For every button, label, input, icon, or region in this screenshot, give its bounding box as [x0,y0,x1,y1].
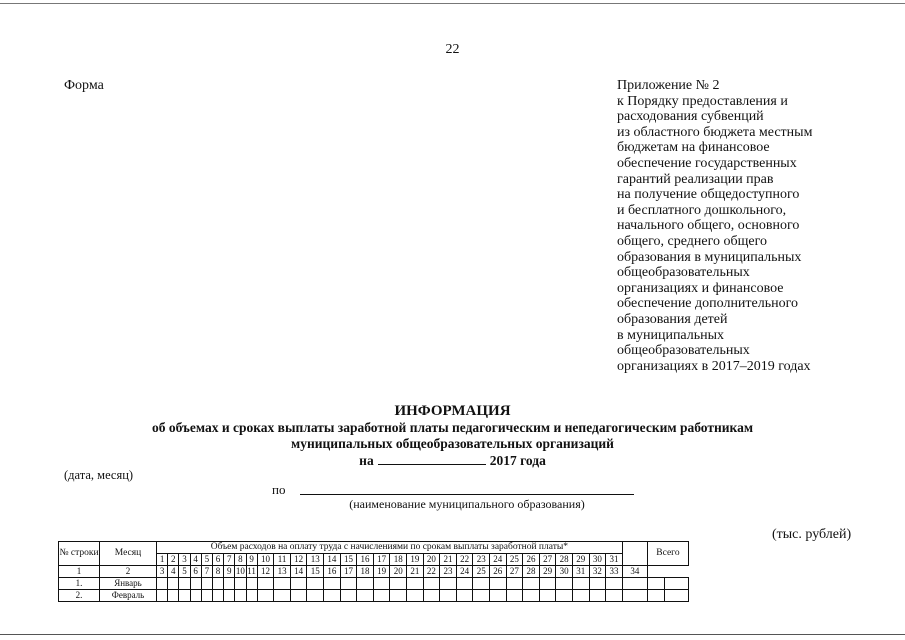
day-number-cell: 19 [407,554,424,566]
appendix-line: и бесплатного дошкольного, [617,202,787,218]
column-index-cell: 7 [201,566,212,578]
col-row-no-header: № строки [59,542,100,566]
day-number-cell: 7 [224,554,235,566]
value-cell[interactable] [506,590,523,602]
day-number-cell: 5 [201,554,212,566]
day-number-cell: 8 [235,554,246,566]
day-number-cell: 29 [572,554,589,566]
value-cell[interactable] [622,590,647,602]
column-index-cell: 34 [622,566,647,578]
value-cell[interactable] [606,590,623,602]
column-index-cell: 26 [490,566,507,578]
appendix-block [617,78,897,374]
value-cell[interactable] [179,578,190,590]
value-cell[interactable] [290,578,307,590]
municipality-blank-field[interactable] [300,494,634,495]
municipality-prefix: по [272,482,286,497]
column-index-cell: 16 [324,566,341,578]
appendix-line: к Порядку предоставления и [617,93,788,109]
value-cell[interactable] [357,578,374,590]
value-cell[interactable] [622,578,647,590]
value-cell[interactable] [539,590,556,602]
value-cell[interactable] [490,578,507,590]
value-cell[interactable] [307,578,324,590]
day-number-cell: 3 [179,554,190,566]
day-number-cell: 17 [373,554,390,566]
value-cell[interactable] [257,590,274,602]
appendix-line: общеобразовательных [617,265,750,281]
appendix-line: обеспечение дополнительного [617,296,799,312]
value-cell[interactable] [274,590,291,602]
day-number-cell: 23 [473,554,490,566]
value-cell[interactable] [664,590,688,602]
column-index-cell: 18 [357,566,374,578]
value-cell[interactable] [390,590,407,602]
column-index-cell: 1 [59,566,100,578]
value-cell[interactable] [324,578,341,590]
appendix-line: общеобразовательных [617,343,750,359]
date-suffix: 2017 года [489,453,546,468]
column-index-cell: 12 [257,566,274,578]
value-cell[interactable] [456,590,473,602]
value-cell[interactable] [357,590,374,602]
form-label: Форма [64,78,104,93]
value-cell[interactable] [606,578,623,590]
date-blank-field[interactable] [378,452,486,465]
units-label: (тыс. рублей) [772,527,852,542]
day-number-cell: 18 [390,554,407,566]
col-spacer-header [622,542,647,566]
value-cell[interactable] [407,578,424,590]
value-cell[interactable] [473,590,490,602]
value-cell[interactable] [190,590,201,602]
row-month-cell: Февраль [100,590,157,602]
document-subtitle-line1: об объемах и сроках выплаты заработной платы педагогическим и непедагогическим работникам [151,420,754,435]
day-number-cell: 10 [257,554,274,566]
appendix-line: начального общего, основного [617,218,800,234]
column-index-cell: 13 [274,566,291,578]
value-cell[interactable] [490,590,507,602]
value-cell[interactable] [523,578,540,590]
value-cell[interactable] [456,578,473,590]
value-cell[interactable] [212,578,223,590]
value-cell[interactable] [201,578,212,590]
appendix-line: гарантий реализации прав [617,171,774,187]
value-cell[interactable] [212,590,223,602]
day-number-cell: 27 [539,554,556,566]
date-note: (дата, месяц) [64,468,134,482]
day-number-cell: 11 [274,554,291,566]
day-number-cell: 22 [456,554,473,566]
day-number-cell: 28 [556,554,573,566]
value-cell[interactable] [340,590,357,602]
day-number-cell: 21 [440,554,457,566]
day-number-cell: 20 [423,554,440,566]
column-index-cell: 14 [290,566,307,578]
day-number-cell: 2 [168,554,179,566]
column-index-cell: 19 [373,566,390,578]
column-index-cell: 32 [589,566,606,578]
value-cell[interactable] [373,578,390,590]
row-number-cell: 2. [59,590,100,602]
day-number-cell: 9 [246,554,257,566]
day-number-cell: 12 [290,554,307,566]
column-index-cell: 9 [224,566,235,578]
day-number-cell: 16 [357,554,374,566]
column-index-cell: 2 [100,566,157,578]
column-index-cell: 8 [212,566,223,578]
appendix-line: общего, среднего общего [617,233,767,249]
value-cell[interactable] [168,590,179,602]
column-index-cell: 24 [456,566,473,578]
value-cell[interactable] [274,578,291,590]
value-cell[interactable] [572,578,589,590]
value-cell[interactable] [340,578,357,590]
value-cell[interactable] [324,590,341,602]
appendix-line: организациях в 2017–2019 годах [617,358,811,374]
table-row [59,590,689,602]
date-prefix: на [359,453,374,468]
day-number-cell: 31 [606,554,623,566]
day-number-cell: 4 [190,554,201,566]
value-cell[interactable] [257,578,274,590]
column-index-cell: 21 [407,566,424,578]
value-cell[interactable] [556,590,573,602]
bottom-border-line [0,634,905,635]
column-index-cell: 10 [235,566,245,576]
value-cell[interactable] [423,578,440,590]
column-index-cell: 27 [506,566,523,578]
column-index-cell: 3 [157,566,168,578]
appendix-line: бюджетам на финансовое [617,140,770,156]
appendix-line: организациях и финансовое [617,280,784,296]
value-cell[interactable] [224,578,235,590]
value-cell[interactable] [589,578,606,590]
day-number-cell: 24 [490,554,507,566]
value-cell[interactable] [647,590,664,602]
appendix-line: обеспечение государственных [617,155,797,171]
day-number-cell: 14 [324,554,341,566]
day-number-cell: 13 [307,554,324,566]
value-cell[interactable] [572,590,589,602]
column-index-cell: 17 [340,566,357,578]
column-index-row [59,566,689,578]
value-cell[interactable] [224,590,235,602]
value-cell[interactable] [201,590,212,602]
column-index-cell: 25 [473,566,490,578]
day-number-cell: 26 [523,554,540,566]
value-cell[interactable] [235,578,246,590]
appendix-line: из областного бюджета местным [617,124,813,140]
value-cell[interactable] [290,590,307,602]
value-cell[interactable] [506,578,523,590]
value-cell[interactable] [373,590,390,602]
value-cell[interactable] [440,578,457,590]
value-cell[interactable] [179,590,190,602]
column-index-cell: 4 [168,566,179,578]
column-index-cell: 30 [556,566,573,578]
municipality-note: (наименование муниципального образования) [349,497,585,511]
report-table [58,541,689,602]
value-cell[interactable] [589,590,606,602]
column-index-cell: 11 [247,566,256,576]
value-cell[interactable] [473,578,490,590]
value-cell[interactable] [157,578,168,590]
column-index-cell: 23 [440,566,457,578]
value-cell[interactable] [556,578,573,590]
appendix-line: расходования субвенций [617,109,764,125]
value-cell[interactable] [390,578,407,590]
value-cell[interactable] [647,578,664,590]
value-cell[interactable] [168,578,179,590]
col-volume-header: Объем расходов на оплату труда с начислениями по срокам выплаты заработной платы* [157,542,623,554]
value-cell[interactable] [539,578,556,590]
day-number-cell: 1 [157,554,168,566]
appendix-line: в муниципальных [617,327,725,343]
day-number-cell: 30 [589,554,606,566]
day-number-cell: 25 [506,554,523,566]
column-index-cell: 22 [423,566,440,578]
column-index-cell: 15 [307,566,324,578]
document-title: ИНФОРМАЦИЯ [394,403,511,419]
value-cell[interactable] [407,590,424,602]
appendix-line: образования в муниципальных [617,249,802,265]
row-month-cell: Январь [100,578,157,590]
day-number-cell: 15 [340,554,357,566]
col-total-header: Всего [647,542,688,566]
column-index-cell: 28 [523,566,540,578]
top-border-line [0,3,905,4]
table-row [59,578,689,590]
appendix-line: Приложение № 2 [617,78,720,93]
value-cell[interactable] [664,578,688,590]
column-index-cell: 31 [572,566,589,578]
value-cell[interactable] [307,590,324,602]
value-cell[interactable] [246,578,257,590]
row-number-cell: 1. [59,578,100,590]
page-number: 22 [445,42,460,57]
value-cell[interactable] [246,590,257,602]
value-cell[interactable] [440,590,457,602]
column-index-cell: 5 [179,566,190,578]
appendix-line: на получение общедоступного [617,187,800,203]
value-cell[interactable] [235,590,246,602]
date-line [0,452,905,469]
column-index-cell: 33 [606,566,623,578]
column-index-cell: 29 [539,566,556,578]
document-subtitle-line2: муниципальных общеобразовательных организаций [291,436,614,451]
col-month-header: Месяц [100,542,157,566]
header-row [59,542,689,554]
value-cell[interactable] [190,578,201,590]
value-cell[interactable] [423,590,440,602]
column-index-cell: 6 [190,566,201,578]
value-cell[interactable] [157,590,168,602]
appendix-line: образования детей [617,311,728,327]
column-index-cell: 20 [390,566,407,578]
value-cell[interactable] [523,590,540,602]
day-number-cell: 6 [212,554,223,566]
